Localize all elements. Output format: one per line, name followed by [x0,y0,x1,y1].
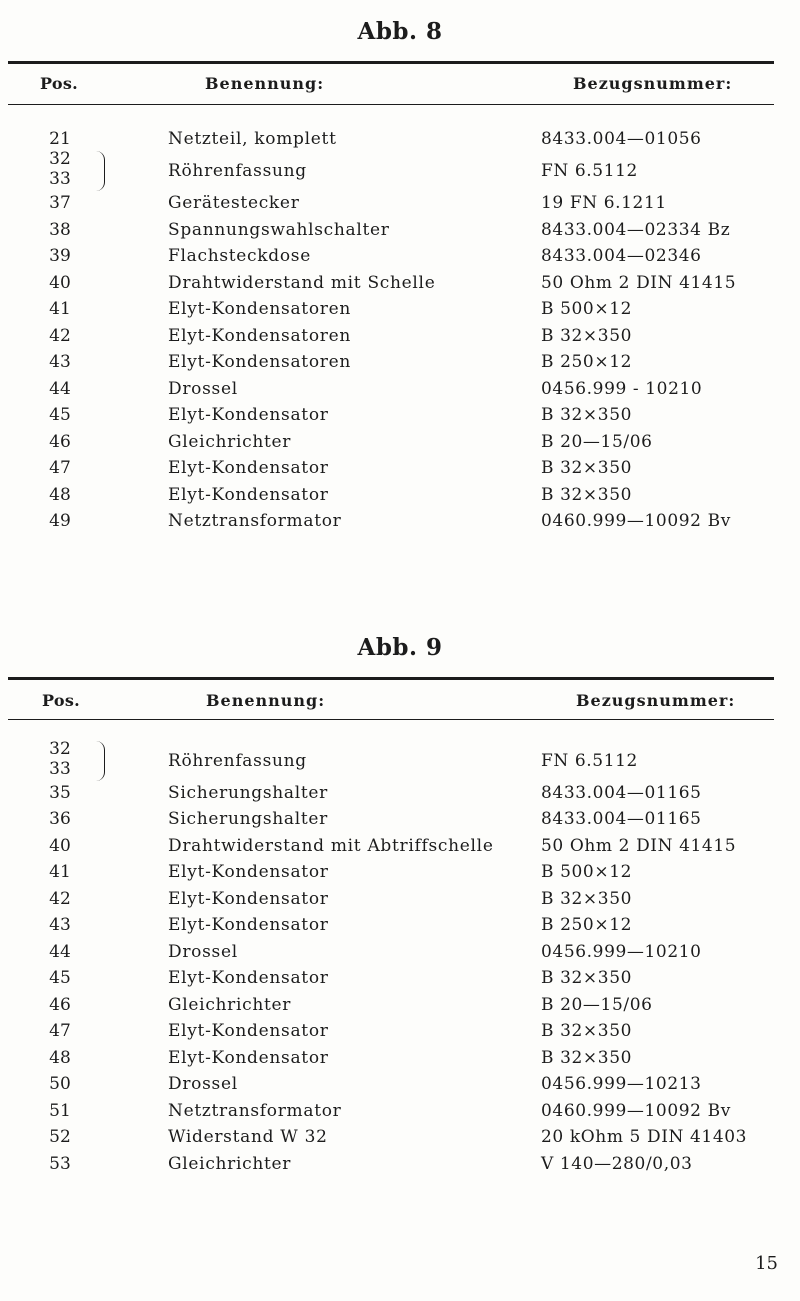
header-bottom-rule [8,719,774,720]
number-cell: B 250×12 [541,352,633,372]
number-cell: B 32×350 [541,1021,633,1041]
number-cell: FN 6.5112 [541,750,638,771]
pos-cell: 43 [49,352,71,372]
number-cell: 8433.004—01056 [541,129,702,149]
name-cell: Drossel [168,1074,238,1094]
table-row [0,129,800,155]
table-row [0,220,800,246]
table-row [0,149,800,189]
number-cell: 8433.004—01165 [541,809,702,829]
pos-cell: 38 [49,219,71,240]
number-cell: 0456.999 - 10210 [541,378,703,399]
pos-cell: 53 [49,1153,71,1174]
table-row [0,968,800,994]
pos-cell: 51 [49,1100,71,1121]
name-cell: Elyt-Kondensator [168,888,329,909]
number-cell: B 32×350 [541,325,633,346]
table-row [0,1048,800,1074]
header-bezugsnummer: Bezugsnummer: [576,691,736,710]
pos-cell: 42 [49,325,71,346]
table-row [0,889,800,915]
table-row [0,511,800,537]
number-cell: 0460.999—10092 Bv [541,1100,731,1121]
pos-cell: 36 [49,809,71,829]
table-row [0,273,800,299]
table-row [0,836,800,862]
table-row [0,942,800,968]
pos-cell: 33 [49,758,71,779]
name-cell: Gleichrichter [168,994,292,1015]
name-cell: Netzteil, komplett [168,129,337,149]
pos-cell: 45 [49,968,71,988]
table-row [0,352,800,378]
table-row [0,1021,800,1047]
name-cell: Gleichrichter [168,431,292,452]
name-cell: Spannungswahlschalter [168,219,390,240]
table-row [0,458,800,484]
number-cell: B 500×12 [541,299,633,319]
name-cell: Elyt-Kondensator [168,915,329,935]
number-cell: B 32×350 [541,888,633,909]
name-cell: Elyt-Kondensator [168,458,329,478]
number-cell: 0460.999—10092 Bv [541,511,731,531]
pos-cell: 33 [49,169,71,189]
name-cell: Elyt-Kondensatoren [168,325,352,346]
table-row [0,193,800,219]
number-cell: 50 Ohm 2 DIN 41415 [541,835,737,856]
name-cell: Röhrenfassung [168,750,307,771]
table-row [0,379,800,405]
name-cell: Elyt-Kondensatoren [168,299,352,319]
pos-cell: 48 [49,484,71,505]
table-row [0,485,800,511]
pos-cell: 44 [49,941,71,962]
number-cell: B 250×12 [541,915,633,935]
table-row [0,809,800,835]
number-cell: 19 FN 6.1211 [541,193,667,213]
header-top-rule [8,677,774,680]
pos-cell: 37 [49,193,71,213]
number-cell: B 32×350 [541,484,633,505]
name-cell: Netztransformator [168,511,342,531]
header-top-rule [8,61,774,64]
page-number: 15 [755,1253,778,1274]
pos-cell: 41 [49,862,71,882]
number-cell: B 20—15/06 [541,994,653,1015]
pos-cell: 42 [49,888,71,909]
pos-cell: 46 [49,994,71,1015]
table-row [0,432,800,458]
number-cell: FN 6.5112 [541,161,638,181]
pos-cell: 44 [49,378,71,399]
pos-cell: 32 [49,738,71,759]
name-cell: Flachsteckdose [168,246,311,266]
table-row [0,862,800,888]
brace-icon [96,741,105,781]
header-bezugsnummer: Bezugsnummer: [573,74,733,93]
number-cell: 0456.999—10213 [541,1074,702,1094]
table-row [0,1127,800,1153]
pos-cell: 39 [49,246,71,266]
section-title-abb-9: Abb. 9 [357,634,443,661]
table-row [0,738,800,779]
number-cell: 20 kOhm 5 DIN 41403 [541,1127,748,1147]
table-row [0,326,800,352]
pos-cell: 52 [49,1127,71,1147]
name-cell: Elyt-Kondensator [168,1047,329,1068]
name-cell: Widerstand W 32 [168,1127,328,1147]
brace-icon [96,151,105,191]
pos-cell: 32 [49,149,71,169]
pos-cell: 40 [49,272,71,293]
name-cell: Gerätestecker [168,193,300,213]
name-cell: Gleichrichter [168,1153,292,1174]
pos-cell: 21 [49,129,71,149]
pos-cell: 47 [49,458,71,478]
name-cell: Netztransformator [168,1100,342,1121]
name-cell: Röhrenfassung [168,161,307,181]
table-row [0,1154,800,1180]
name-cell: Elyt-Kondensator [168,484,329,505]
name-cell: Sicherungshalter [168,782,328,803]
number-cell: B 32×350 [541,405,633,425]
name-cell: Elyt-Kondensator [168,862,329,882]
name-cell: Elyt-Kondensatoren [168,352,352,372]
pos-cell: 41 [49,299,71,319]
section-title-abb-8: Abb. 8 [357,18,443,45]
number-cell: 8433.004—02334 Bz [541,219,731,240]
pos-cell: 35 [49,782,71,803]
pos-cell: 40 [49,835,71,856]
number-cell: V 140—280/0,03 [541,1153,693,1174]
table-row [0,1101,800,1127]
pos-cell: 50 [49,1074,71,1094]
table-row [0,783,800,809]
table-row [0,246,800,272]
name-cell: Drahtwiderstand mit Schelle [168,272,436,293]
number-cell: 8433.004—02346 [541,246,702,266]
number-cell: B 32×350 [541,458,633,478]
name-cell: Drossel [168,941,238,962]
number-cell: 0456.999—10210 [541,941,702,962]
pos-cell: 43 [49,915,71,935]
pos-cell: 49 [49,511,71,531]
pos-cell: 46 [49,431,71,452]
pos-cell: 48 [49,1047,71,1068]
header-benennung: Benennung: [206,691,326,710]
number-cell: B 32×350 [541,968,633,988]
name-cell: Drossel [168,378,238,399]
table-row [0,915,800,941]
number-cell: B 32×350 [541,1047,633,1068]
header-pos: Pos. [42,691,81,710]
header-pos: Pos. [40,74,79,93]
header-bottom-rule [8,104,774,105]
name-cell: Elyt-Kondensator [168,968,329,988]
name-cell: Drahtwiderstand mit Abtriffschelle [168,835,494,856]
table-row [0,405,800,431]
name-cell: Elyt-Kondensator [168,1021,329,1041]
name-cell: Sicherungshalter [168,809,328,829]
number-cell: B 500×12 [541,862,633,882]
table-row [0,299,800,325]
header-benennung: Benennung: [205,74,325,93]
pos-cell: 45 [49,405,71,425]
number-cell: 8433.004—01165 [541,782,702,803]
name-cell: Elyt-Kondensator [168,405,329,425]
number-cell: B 20—15/06 [541,431,653,452]
number-cell: 50 Ohm 2 DIN 41415 [541,272,737,293]
table-row [0,1074,800,1100]
table-row [0,995,800,1021]
pos-cell: 47 [49,1021,71,1041]
